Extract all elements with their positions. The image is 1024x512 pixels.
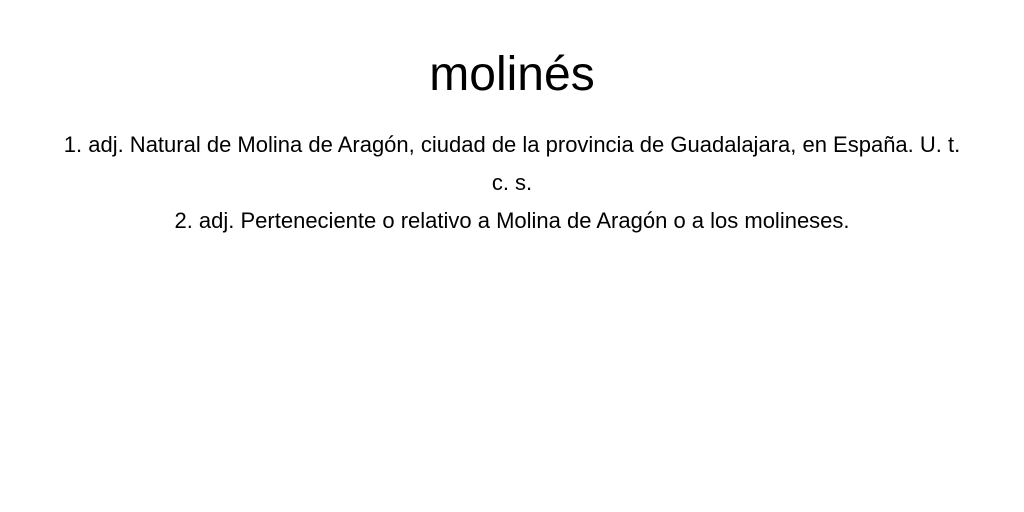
headword: molinés bbox=[429, 48, 595, 101]
definition-list bbox=[62, 126, 962, 240]
definition-1: 1. adj. Natural de Molina de Aragón, ciudad de la provincia de Guadalajara, en España. U. t. c. s. bbox=[63, 132, 961, 195]
definition-2: 2. adj. Perteneciente o relativo a Molina de Aragón o a los molineses. bbox=[174, 208, 850, 233]
